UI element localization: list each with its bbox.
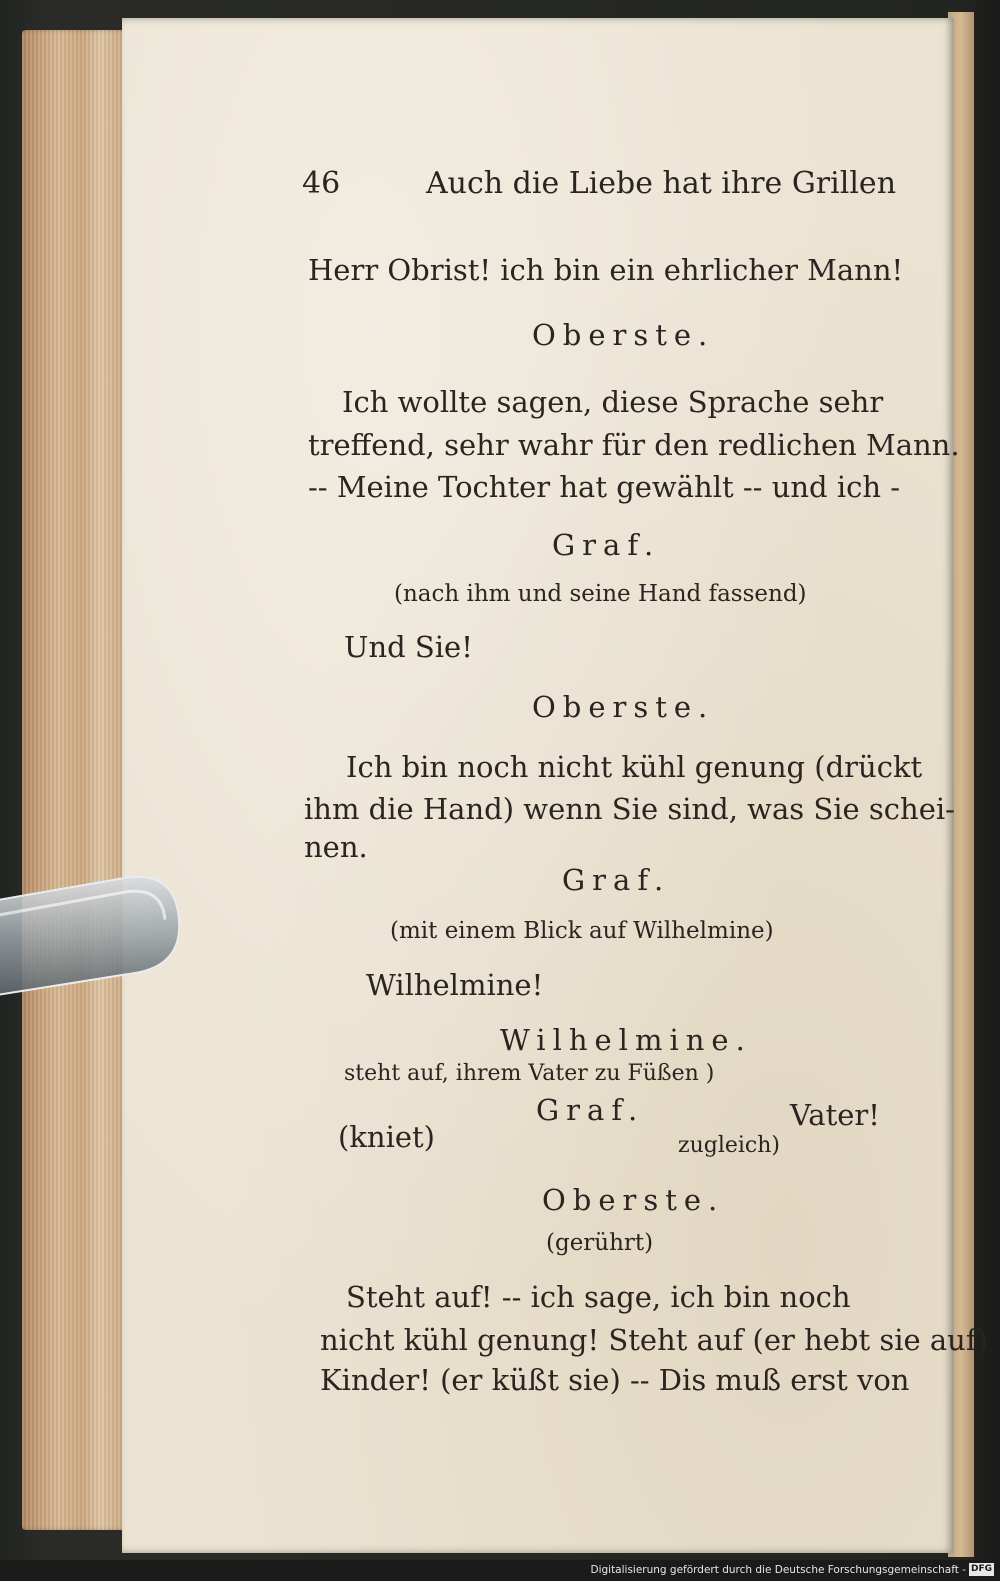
text-line: treffend, sehr wahr für den redlichen Mann. bbox=[308, 428, 960, 462]
clamp-icon bbox=[0, 867, 189, 1018]
page-number: 46 bbox=[302, 166, 341, 201]
text-line: nicht kühl genung! Steht auf (er hebt sie auf) bbox=[320, 1323, 988, 1357]
text-line: Wilhelmine! bbox=[366, 968, 544, 1002]
speaker-heading: Wilhelmine. bbox=[500, 1023, 752, 1057]
text-line: nen. bbox=[304, 830, 368, 864]
text-line: Vater! bbox=[790, 1098, 880, 1132]
text-line: Kinder! (er küßt sie) -- Dis muß erst von bbox=[320, 1363, 910, 1397]
text-line: -- Meine Tochter hat gewählt -- und ich - bbox=[308, 470, 901, 504]
stage-direction: (mit einem Blick auf Wilhelmine) bbox=[390, 918, 774, 944]
text-line: Steht auf! -- ich sage, ich bin noch bbox=[346, 1280, 851, 1314]
speaker-heading: Graf. bbox=[562, 863, 671, 897]
footer-text: Digitalisierung gefördert durch die Deutsche Forschungsgemeinschaft - bbox=[590, 1564, 966, 1576]
running-head: Auch die Liebe hat ihre Grillen bbox=[426, 166, 897, 201]
speaker-heading: Oberste. bbox=[542, 1183, 725, 1217]
speaker-heading: Graf. bbox=[536, 1093, 645, 1127]
text-line: Ich bin noch nicht kühl genung (drückt bbox=[346, 750, 923, 784]
stage-direction: (nach ihm und seine Hand fassend) bbox=[394, 581, 807, 607]
text-line: Und Sie! bbox=[344, 630, 473, 664]
dfg-logo: DFG bbox=[970, 1564, 992, 1574]
text-line: Ich wollte sagen, diese Sprache sehr bbox=[342, 385, 884, 419]
text-line: Herr Obrist! ich bin ein ehrlicher Mann! bbox=[308, 253, 904, 287]
text-line: ihm die Hand) wenn Sie sind, was Sie schei- bbox=[304, 792, 955, 826]
stage-direction: (gerührt) bbox=[546, 1230, 654, 1256]
stage-direction: (kniet) bbox=[338, 1120, 435, 1154]
speaker-heading: Oberste. bbox=[532, 318, 715, 352]
stage-direction: steht auf, ihrem Vater zu Füßen ) bbox=[344, 1061, 715, 1086]
speaker-heading: Oberste. bbox=[532, 690, 715, 724]
stage-direction: zugleich) bbox=[678, 1133, 781, 1158]
book-page bbox=[122, 18, 988, 1553]
speaker-heading: Graf. bbox=[552, 528, 661, 562]
